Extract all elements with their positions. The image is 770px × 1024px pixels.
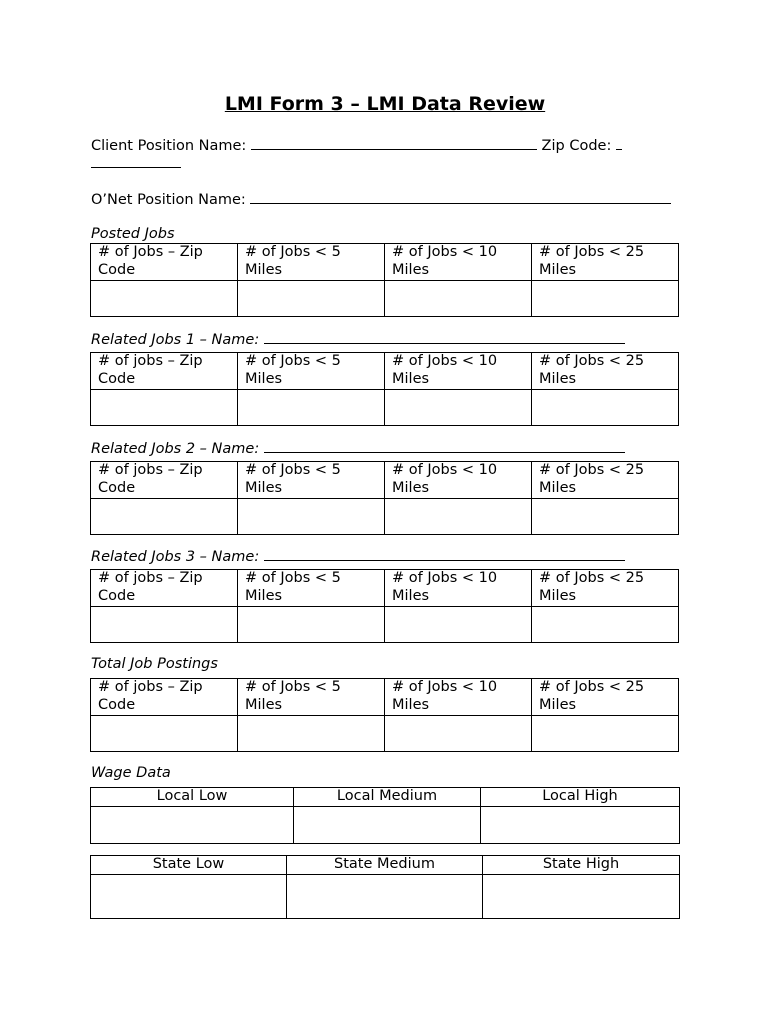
zip-code-field-start[interactable]: [616, 135, 622, 150]
related-jobs-2-label: Related Jobs 2 – Name:: [91, 441, 260, 457]
client-position-row: [91, 135, 622, 155]
related-3-header-10mi: # of Jobs < 10 Miles: [385, 570, 532, 607]
related-jobs-3-name-field[interactable]: [264, 546, 625, 561]
related-3-header-zip: # of jobs – Zip Code: [91, 570, 238, 607]
onet-position-label: O’Net Position Name:: [91, 192, 246, 208]
total-header-5mi: # of Jobs < 5 Miles: [238, 679, 385, 716]
related-2-cell-5mi[interactable]: [238, 499, 385, 535]
related-jobs-1-table: [90, 352, 679, 426]
local-low-cell[interactable]: [91, 807, 294, 844]
related-3-cell-10mi[interactable]: [385, 607, 532, 643]
related-2-header-10mi: # of Jobs < 10 Miles: [385, 462, 532, 499]
state-wage-table: [90, 855, 680, 919]
client-position-label: Client Position Name:: [91, 138, 247, 154]
posted-jobs-table: [90, 243, 679, 317]
posted-jobs-header-zip: # of Jobs – Zip Code: [91, 244, 238, 281]
related-jobs-3-table: [90, 569, 679, 643]
local-low-header: Local Low: [91, 788, 294, 807]
related-3-header-5mi: # of Jobs < 5 Miles: [238, 570, 385, 607]
related-jobs-2-table: [90, 461, 679, 535]
total-header-10mi: # of Jobs < 10 Miles: [385, 679, 532, 716]
wage-data-label: Wage Data: [91, 765, 171, 781]
related-1-cell-10mi[interactable]: [385, 390, 532, 426]
related-jobs-1-row: [91, 329, 625, 349]
total-header-25mi: # of Jobs < 25 Miles: [532, 679, 679, 716]
related-3-header-25mi: # of Jobs < 25 Miles: [532, 570, 679, 607]
state-low-header: State Low: [91, 856, 287, 875]
related-1-header-zip: # of jobs – Zip Code: [91, 353, 238, 390]
total-cell-5mi[interactable]: [238, 716, 385, 752]
related-jobs-1-label: Related Jobs 1 – Name:: [91, 332, 260, 348]
total-postings-label: Total Job Postings: [91, 656, 218, 672]
state-medium-cell[interactable]: [287, 875, 483, 919]
zip-code-field[interactable]: [91, 153, 181, 168]
related-2-header-5mi: # of Jobs < 5 Miles: [238, 462, 385, 499]
state-high-header: State High: [483, 856, 680, 875]
related-jobs-2-row: [91, 438, 625, 458]
onet-position-row: [91, 189, 671, 209]
state-high-cell[interactable]: [483, 875, 680, 919]
local-high-cell[interactable]: [481, 807, 680, 844]
posted-jobs-header-5mi: # of Jobs < 5 Miles: [238, 244, 385, 281]
posted-jobs-cell-25mi[interactable]: [532, 281, 679, 317]
related-1-cell-zip[interactable]: [91, 390, 238, 426]
state-low-cell[interactable]: [91, 875, 287, 919]
related-3-cell-25mi[interactable]: [532, 607, 679, 643]
related-1-cell-25mi[interactable]: [532, 390, 679, 426]
local-wage-table: [90, 787, 680, 844]
related-2-cell-25mi[interactable]: [532, 499, 679, 535]
related-2-cell-zip[interactable]: [91, 499, 238, 535]
page-title: LMI Form 3 – LMI Data Review: [224, 93, 546, 115]
related-2-cell-10mi[interactable]: [385, 499, 532, 535]
related-jobs-3-label: Related Jobs 3 – Name:: [91, 549, 260, 565]
onet-position-field[interactable]: [250, 189, 671, 204]
related-2-header-zip: # of jobs – Zip Code: [91, 462, 238, 499]
related-1-header-25mi: # of Jobs < 25 Miles: [532, 353, 679, 390]
local-medium-header: Local Medium: [294, 788, 481, 807]
client-position-field[interactable]: [251, 135, 537, 150]
posted-jobs-cell-5mi[interactable]: [238, 281, 385, 317]
total-cell-25mi[interactable]: [532, 716, 679, 752]
related-1-header-5mi: # of Jobs < 5 Miles: [238, 353, 385, 390]
local-medium-cell[interactable]: [294, 807, 481, 844]
state-medium-header: State Medium: [287, 856, 483, 875]
related-1-header-10mi: # of Jobs < 10 Miles: [385, 353, 532, 390]
related-3-cell-5mi[interactable]: [238, 607, 385, 643]
total-cell-zip[interactable]: [91, 716, 238, 752]
related-jobs-2-name-field[interactable]: [264, 438, 625, 453]
posted-jobs-label: Posted Jobs: [91, 226, 175, 242]
total-cell-10mi[interactable]: [385, 716, 532, 752]
local-high-header: Local High: [481, 788, 680, 807]
related-1-cell-5mi[interactable]: [238, 390, 385, 426]
total-postings-table: [90, 678, 679, 752]
related-2-header-25mi: # of Jobs < 25 Miles: [532, 462, 679, 499]
related-jobs-3-row: [91, 546, 625, 566]
posted-jobs-cell-10mi[interactable]: [385, 281, 532, 317]
related-3-cell-zip[interactable]: [91, 607, 238, 643]
posted-jobs-cell-zip[interactable]: [91, 281, 238, 317]
posted-jobs-header-10mi: # of Jobs < 10 Miles: [385, 244, 532, 281]
zip-code-continuation: [91, 153, 181, 173]
zip-code-label: Zip Code:: [541, 138, 612, 154]
posted-jobs-header-25mi: # of Jobs < 25 Miles: [532, 244, 679, 281]
total-header-zip: # of jobs – Zip Code: [91, 679, 238, 716]
related-jobs-1-name-field[interactable]: [264, 329, 625, 344]
